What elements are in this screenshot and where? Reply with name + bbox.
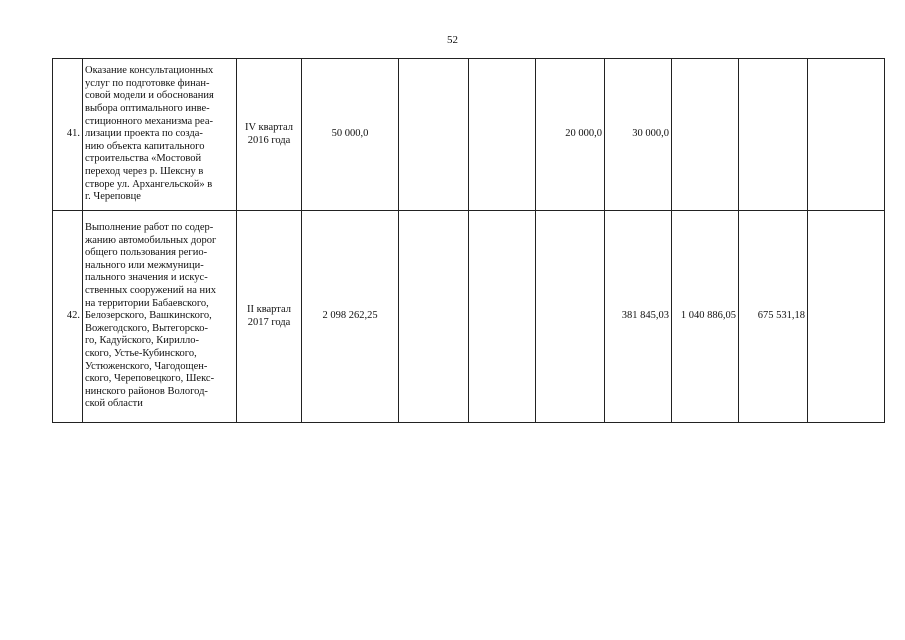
date-year: 2016 года bbox=[247, 134, 291, 146]
description-line: Выполнение работ по содер- bbox=[85, 222, 214, 234]
description-line: ственных сооружений на них bbox=[85, 285, 217, 297]
value-cell: 30 000,0 bbox=[605, 59, 672, 211]
value-cell bbox=[469, 211, 536, 423]
description-line: ского, Устье-Кубинского, bbox=[85, 347, 197, 359]
value-cell bbox=[536, 211, 605, 423]
description-line: услуг по подготовке финан- bbox=[85, 77, 210, 89]
description-line: общего пользования регио- bbox=[85, 247, 208, 259]
description-line: совой модели и обоснования bbox=[85, 90, 214, 102]
value-cell bbox=[739, 59, 808, 211]
budget-table bbox=[52, 58, 885, 423]
row-number: 41. bbox=[53, 59, 83, 211]
description-line: Белозерского, Вашкинского, bbox=[85, 310, 212, 322]
description-line: жанию автомобильных дорог bbox=[85, 234, 217, 246]
description-line: створе ул. Архангельской» в bbox=[85, 178, 213, 190]
table-row bbox=[53, 211, 885, 423]
total-value: 2 098 262,25 bbox=[302, 211, 399, 423]
description-line: строительства «Мостовой bbox=[85, 153, 202, 165]
description-line: нию объекта капитального bbox=[85, 140, 205, 152]
description-line: Вожегодского, Вытегорско- bbox=[85, 322, 208, 334]
value-cell bbox=[399, 59, 469, 211]
value-cell bbox=[469, 59, 536, 211]
value-cell: 20 000,0 bbox=[536, 59, 605, 211]
description-line: Оказание консультационных bbox=[85, 65, 214, 77]
description-line: ского, Череповецкого, Шекс- bbox=[85, 373, 215, 385]
description-line: стиционного механизма реа- bbox=[85, 115, 213, 127]
description-line: нинского районов Вологод- bbox=[85, 385, 208, 397]
description-line: г. Череповце bbox=[85, 191, 141, 203]
description-line: ской области bbox=[85, 398, 143, 410]
page-number: 52 bbox=[447, 34, 458, 46]
date-year: 2017 года bbox=[247, 316, 291, 328]
value-cell: 381 845,03 bbox=[605, 211, 672, 423]
total-value: 50 000,0 bbox=[302, 59, 399, 211]
value-cell bbox=[399, 211, 469, 423]
description-line: го, Кадуйского, Кирилло- bbox=[85, 335, 200, 347]
value-cell bbox=[672, 59, 739, 211]
completion-date bbox=[237, 211, 302, 423]
value-cell bbox=[808, 211, 885, 423]
description-line: переход через р. Шексну в bbox=[85, 165, 204, 177]
description-line: Устюженского, Чагодощен- bbox=[85, 360, 208, 372]
row-number: 42. bbox=[53, 211, 83, 423]
description-line: лизации проекта по созда- bbox=[85, 128, 203, 140]
completion-date bbox=[237, 59, 302, 211]
value-cell bbox=[808, 59, 885, 211]
date-quarter: IV квартал bbox=[245, 121, 293, 133]
row-description bbox=[83, 59, 237, 211]
description-line: пального значения и искус- bbox=[85, 272, 208, 284]
value-cell: 675 531,18 bbox=[739, 211, 808, 423]
description-line: нального или межмуници- bbox=[85, 259, 204, 271]
description-line: выбора оптимального инве- bbox=[85, 103, 210, 115]
table-row bbox=[53, 59, 885, 211]
description-line: на территории Бабаевского, bbox=[85, 297, 209, 309]
row-description bbox=[83, 211, 237, 423]
value-cell: 1 040 886,05 bbox=[672, 211, 739, 423]
date-quarter: II квартал bbox=[246, 303, 292, 315]
